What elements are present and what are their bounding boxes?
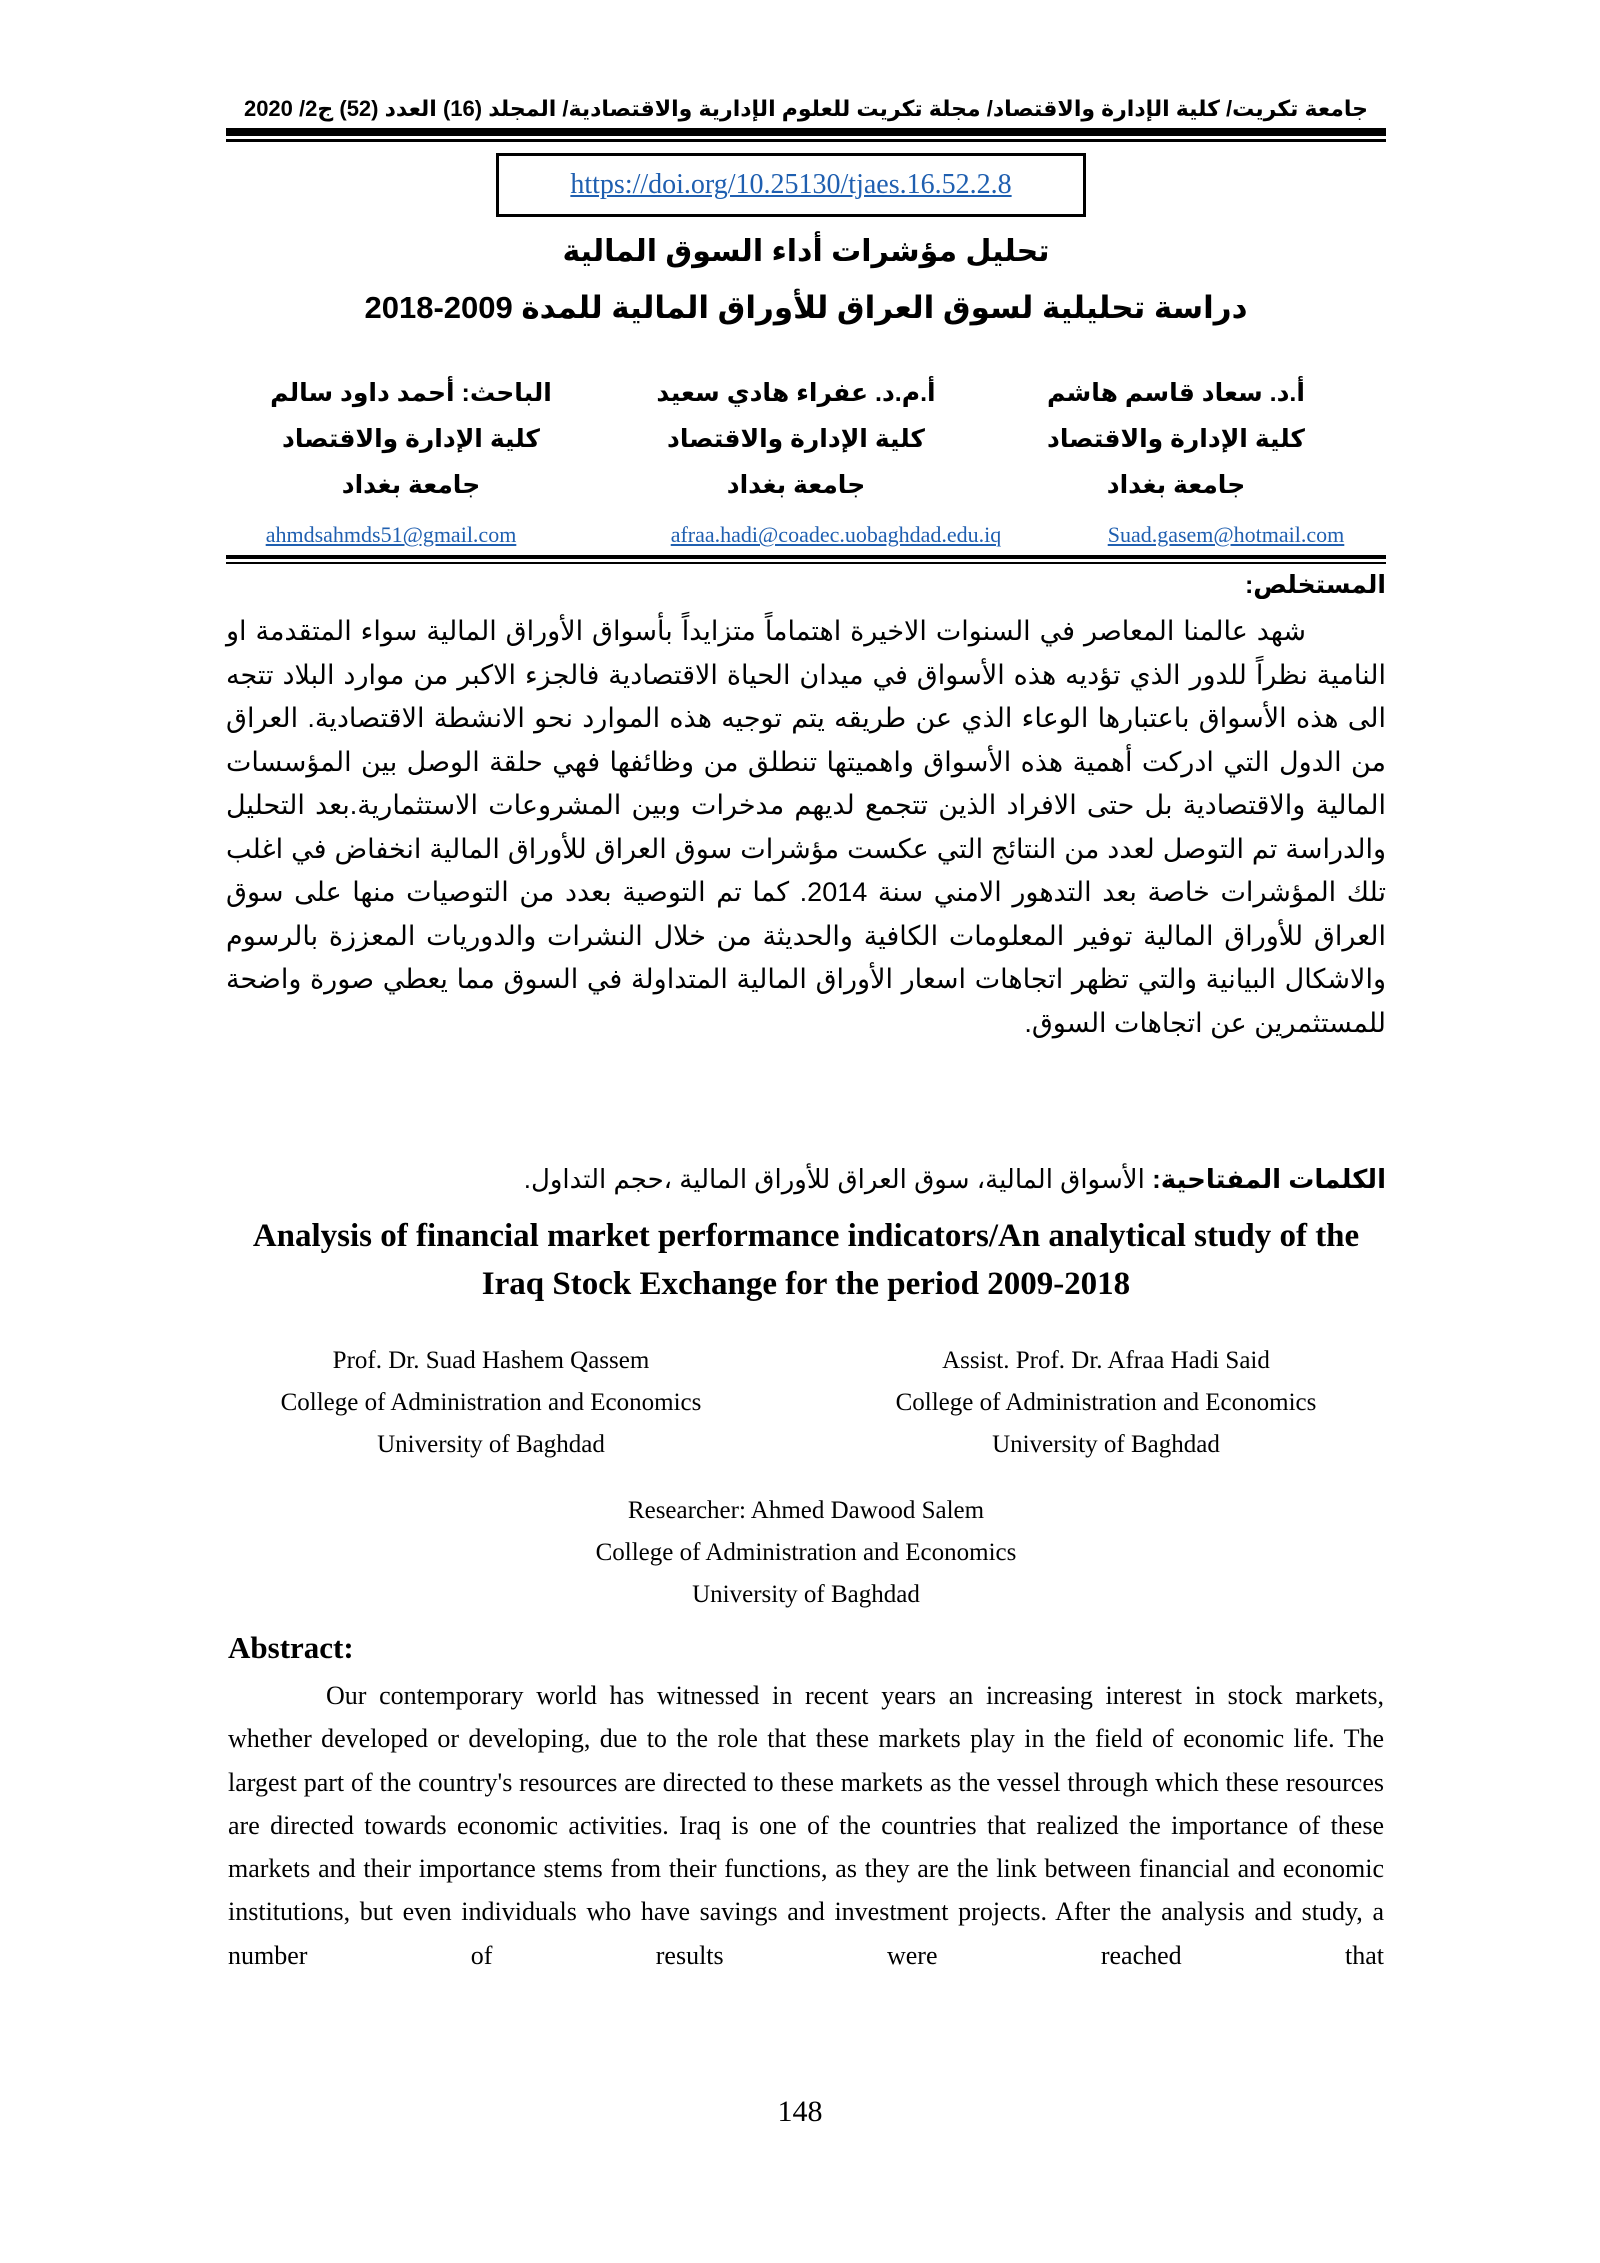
author-name: أ.م.د. عفراء هادي سعيد (656, 379, 936, 407)
author-university: جامعة بغداد (341, 471, 481, 499)
arabic-author-1 (996, 370, 1356, 508)
arabic-authors (226, 370, 1386, 510)
keywords-label: الكلمات المفتاحية: (1152, 1164, 1386, 1194)
english-authors (226, 1340, 1386, 1470)
authors-rule-thick (226, 555, 1386, 559)
header-rule-thick (226, 128, 1386, 136)
arabic-abstract-body: شهد عالمنا المعاصر في السنوات الاخيرة اهتماماً متزايداً بأسواق الأوراق المالية سواء المتقدمة او النامية نظراً للدور الذي تؤديه هذه الأسواق في ميدان الحياة الاقتصادية فالجزء الاكبر من موارد البلاد تتجه الى هذه الأسواق باعتبارها الوعاء الذي عن طريقه يتم توجيه هذه الموارد نحو الانشطة الاقتصادية. العراق من الدول التي ادركت أهمية هذه الأسواق واهميتها تنطلق من وظائفها فهي حلقة الوصل بين المؤسسات المالية والاقتصادية بل حتى الافراد الذين تتجمع لديهم مدخرات وبين المشروعات الاستثمارية.بعد التحليل والدراسة تم التوصل لعدد من النتائج التي عكست مؤشرات سوق العراق للأوراق المالية انخفاض في اغلب تلك المؤشرات خاصة بعد التدهور الامني سنة 2014. كما تم التوصية بعدد من التوصيات منها على سوق العراق للأوراق المالية توفير المعلومات الكافية والحديثة من خلال النشرات والدوريات المعززة بالرسوم والاشكال البيانية والتي تظهر اتجاهات اسعار الأوراق المالية المتداولة في السوق مما يعطي صورة واضحة للمستثمرين عن اتجاهات السوق. (226, 616, 1386, 1038)
author-university: جامعة بغداد (726, 471, 866, 499)
english-abstract-body: Our contemporary world has witnessed in recent years an increasing interest in stock markets, whether developed or developing, due to the role that these markets play in the field of economic life. The largest part of the country's resources are directed to these markets as the vessel through which these resources are directed towards economic activities. Iraq is one of the countries that realized the importance of these markets and their importance stems from their functions, as they are the link between financial and economic institutions, but even individuals who have savings and investment projects. After the analysis and study, a number of results were reached that (228, 1681, 1384, 1970)
author-name: Assist. Prof. Dr. Afraa Hadi Said (942, 1347, 1270, 1374)
author-name: أ.د. سعاد قاسم هاشم (1047, 379, 1305, 407)
author-name: الباحث: أحمد داود سالم (270, 379, 552, 407)
author-name: Prof. Dr. Suad Hashem Qassem (332, 1347, 650, 1374)
doi-link[interactable]: https://doi.org/10.25130/tjaes.16.52.2.8 (570, 169, 1012, 200)
author-college: College of Administration and Economics (595, 1539, 1017, 1566)
arabic-title-line1: تحليل مؤشرات أداء السوق المالية (562, 235, 1050, 268)
author-name: Researcher: Ahmed Dawood Salem (627, 1497, 985, 1524)
author-college: College of Administration and Economics (280, 1389, 702, 1416)
arabic-author-2 (616, 370, 976, 508)
english-title: Analysis of financial market performance indicators/An analytical study of the Iraq Stock Exchange for the period 2009-2018 (252, 1218, 1360, 1302)
author-college: كلية الإدارة والاقتصاد (667, 425, 925, 453)
author-emails (226, 522, 1386, 552)
arabic-title-line2: دراسة تحليلية لسوق العراق للأوراق المالية للمدة 2009-2018 (364, 290, 1248, 325)
arabic-author-3 (231, 370, 591, 508)
english-author-3 (226, 1490, 1386, 1616)
author-email-3[interactable]: ahmdsahmds51@gmail.com (265, 522, 517, 547)
english-author-2 (846, 1340, 1366, 1466)
arabic-keywords (226, 1160, 1386, 1198)
author-university: University of Baghdad (992, 1431, 1220, 1458)
journal-header: جامعة تكريت/ كلية الإدارة والاقتصاد/ مجلة تكريت للعلوم الإدارية والاقتصادية/ المجلد (16) العدد (52) ج2/ 2020 (243, 96, 1369, 121)
page-number: 148 (777, 2095, 823, 2128)
arabic-abstract-heading: المستخلص: (1244, 571, 1386, 599)
author-college: كلية الإدارة والاقتصاد (282, 425, 540, 453)
author-university: جامعة بغداد (1106, 471, 1246, 499)
keywords-list: الأسواق المالية، سوق العراق للأوراق المالية ،حجم التداول. (523, 1164, 1153, 1194)
authors-rule-thin (226, 562, 1386, 564)
author-university: University of Baghdad (377, 1431, 605, 1458)
header-rule-thin (226, 139, 1386, 142)
author-university: University of Baghdad (692, 1581, 920, 1608)
english-author-1 (226, 1340, 756, 1466)
author-email-2[interactable]: afraa.hadi@coadec.uobaghdad.edu.iq (670, 522, 1002, 547)
author-email-1[interactable]: Suad.gasem@hotmail.com (1107, 522, 1345, 547)
english-abstract-heading: Abstract: (228, 1630, 354, 1665)
author-college: College of Administration and Economics (895, 1389, 1317, 1416)
author-college: كلية الإدارة والاقتصاد (1047, 425, 1305, 453)
doi-box (496, 153, 1086, 217)
